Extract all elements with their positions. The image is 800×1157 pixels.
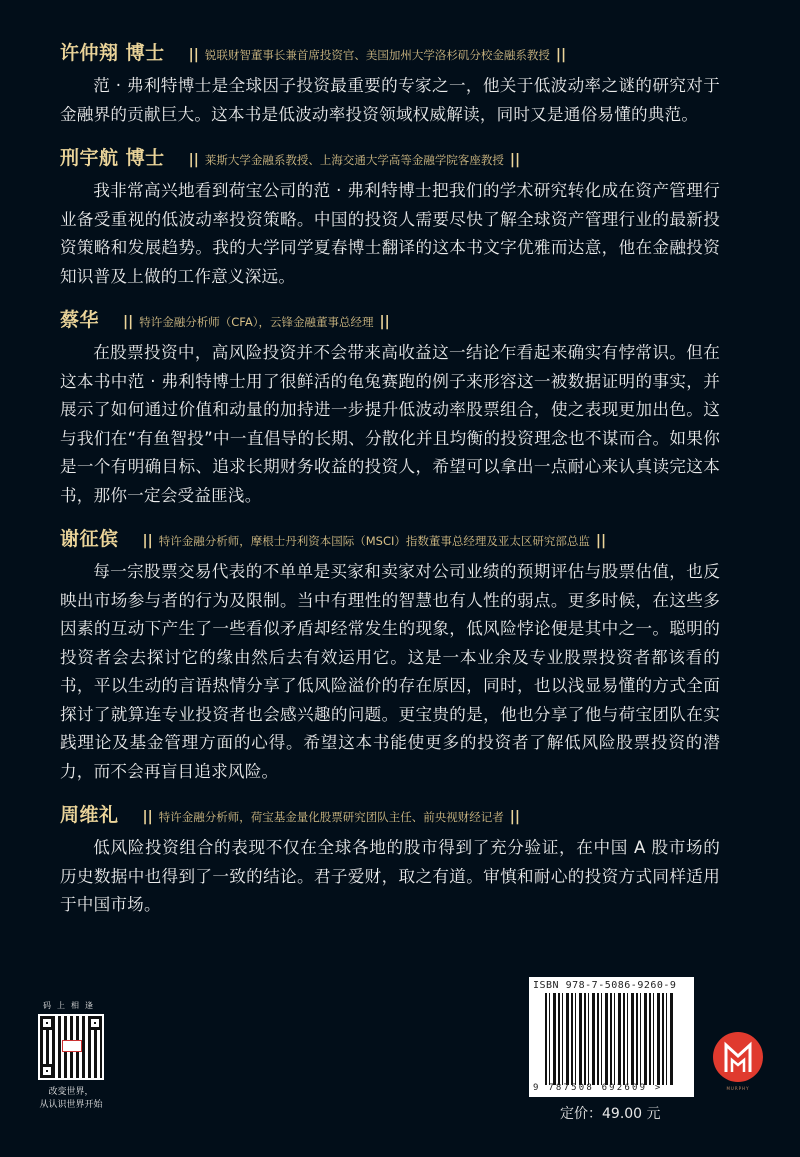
- barcode-digits: 9 787508 692609 >: [533, 1083, 663, 1093]
- endorsement-3: [60, 305, 720, 510]
- qr-finder-icon: [40, 1016, 54, 1030]
- qr-finder-icon: [40, 1064, 54, 1078]
- publisher-logo-icon: [713, 1032, 763, 1082]
- qr-caption-line2: 从认识世界开始: [39, 1100, 103, 1110]
- endorser-title: 莱斯大学金融系教授、上海交通大学高等金融学院客座教授: [204, 153, 504, 167]
- endorsement-header: [60, 143, 720, 177]
- endorser-name: 谢征傧: [60, 528, 119, 550]
- endorsements: [60, 38, 720, 934]
- endorsement-text: 我非常高兴地看到荷宝公司的范 · 弗利特博士把我们的学术研究转化成在资产管理行业备受重视的低波动率投资策略。中国的投资人需要尽快了解全球资产管理行业的最新投资策略和发展趋势。我的大学同学夏春博士翻译的这本书文字优雅而达意，他在金融投资知识普及上做的工作意义深远。: [60, 181, 720, 286]
- endorsement-5: [60, 800, 720, 920]
- separator: ||: [555, 47, 567, 63]
- separator: ||: [142, 533, 153, 549]
- endorsement-text: 在股票投资中，高风险投资并不会带来高收益这一结论乍看起来确实有悖常识。但在这本书中范 · 弗利特博士用了很鲜活的龟兔赛跑的例子来形容这一被数据证明的事实，并展示了如何通过价值和动量的加持进一步提升低波动率股票组合，使之表现更加出色。这与我们在“有鱼智投”中一直倡导的长期、分散化并且均衡的投资理念也不谋而合。如果你是一个有明确目标、追求长期财务收益的投资人，希望可以拿出一点耐心来认真读完这本书，那你一定会受益匪浅。: [60, 343, 720, 505]
- qr-top-label: 码上相逢: [43, 1001, 99, 1010]
- endorsement-text: 每一宗股票交易代表的不单单是买家和卖家对公司业绩的预期评估与股票估值，也反映出市场参与者的行为及限制。当中有理性的智慧也有人性的弱点。更多时候，在这些多因素的互动下产生了一些看似矛盾却经常发生的现象，低风险悖论便是其中之一。聪明的投资者会去探讨它的缘由然后去有效运用它。这是一本业余及专业股票投资者都该看的书，平以生动的言语热情分享了低风险溢价的存在原因，同时，也以浅显易懂的方式全面探讨了就算连专业投资者也会感兴趣的问题。更宝贵的是，他也分享了他与荷宝团队在实践理论及基金管理方面的心得。希望这本书能使更多的投资者了解低风险股票投资的潜力，而不会再盲目追求风险。: [60, 562, 720, 781]
- endorsement-1: [60, 38, 720, 129]
- price: 定价：49.00 元: [560, 1106, 661, 1122]
- endorsement-header: [60, 800, 720, 834]
- separator: ||: [509, 809, 520, 825]
- separator: ||: [142, 809, 153, 825]
- publisher-name: MURPHY: [726, 1086, 750, 1091]
- endorser-name: 许仲翔 博士: [60, 42, 165, 64]
- qr-block: [36, 1000, 106, 1112]
- endorsement-text: 范 · 弗利特博士是全球因子投资最重要的专家之一，他关于低波动率之谜的研究对于金融界的贡献巨大。这本书是低波动率投资领域权威解读，同时又是通俗易懂的典范。: [60, 76, 720, 124]
- endorsement-header: [60, 524, 720, 558]
- endorsement-header: [60, 38, 720, 72]
- endorser-title: 特许金融分析师，荷宝基金量化股票研究团队主任、前央视财经记者: [158, 810, 504, 824]
- barcode-bars-icon: [545, 993, 674, 1085]
- endorsement-2: [60, 143, 720, 291]
- endorser-title: 特许金融分析师，摩根士丹利资本国际（MSCI）指数董事总经理及亚太区研究部总监: [158, 534, 590, 548]
- qr-logo-icon: [62, 1040, 82, 1052]
- isbn-barcode: [529, 977, 694, 1097]
- separator: ||: [123, 314, 134, 330]
- endorser-name: 周维礼: [60, 804, 119, 826]
- qr-caption: [36, 1086, 106, 1112]
- endorser-name: 蔡华: [60, 309, 100, 331]
- separator: ||: [188, 152, 199, 168]
- separator: ||: [379, 314, 390, 330]
- qr-caption-line1: 改变世界，: [48, 1087, 94, 1097]
- endorsement-header: [60, 305, 720, 339]
- endorser-title: 特许金融分析师（CFA），云锋金融董事总经理: [139, 315, 374, 329]
- endorser-title: 锐联财智董事长兼首席投资官、美国加州大学洛杉矶分校金融系教授: [204, 48, 550, 62]
- separator: ||: [595, 533, 607, 549]
- endorsement-4: [60, 524, 720, 786]
- separator: ||: [188, 47, 199, 63]
- endorsement-text: 低风险投资组合的表现不仅在全球各地的股市得到了充分验证，在中国 A 股市场的历史数据中也得到了一致的结论。君子爱财，取之有道。审慎和耐心的投资方式同样适用于中国市场。: [60, 838, 720, 914]
- qr-code[interactable]: [38, 1014, 104, 1080]
- endorser-name: 刑宇航 博士: [60, 147, 165, 169]
- separator: ||: [509, 152, 521, 168]
- isbn-label: ISBN 978-7-5086-9260-9: [533, 980, 677, 991]
- qr-finder-icon: [88, 1016, 102, 1030]
